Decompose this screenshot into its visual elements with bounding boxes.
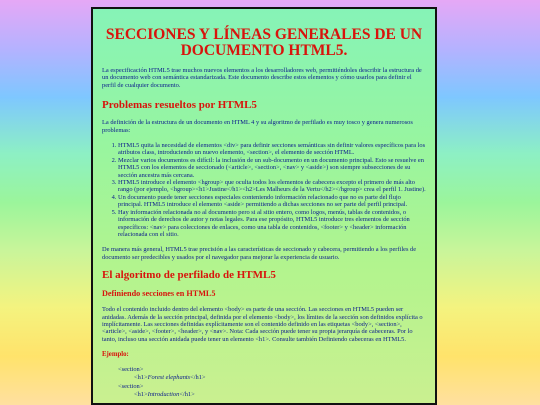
problems-lead: La definición de la estructura de un documento en HTML 4 y su algoritmo de perfilado es muy tosco y genera numerosos problemas: (102, 119, 413, 134)
section-heading-algorithm: El algoritmo de perfilado de HTML5 (102, 269, 276, 282)
problems-list (102, 142, 426, 238)
list-item: 4. Un documento puede tener secciones especiales conteniendo información relacionado que no es parte del flujo principal. HTML5 introduce el elemento <aside> permitiendo a dichas secciones no ser parte del perfil principal. (118, 194, 426, 209)
list-item: 5. Hay información relacionada no al documento pero si al sitio entero, como logos, menús, tablas de contenidos, o información de derechos de autor y notas legales. Para ese propósito, HTML5 introduce tres elementos de sección específicos: <nav> para colecciones de enlaces, como una tabla de contenidos, <footer> y <header> información relacionada con el sitio. (118, 209, 426, 239)
document-page (91, 7, 437, 405)
code-tag: </h1> (179, 390, 195, 398)
code-tag: </h1> (190, 374, 206, 382)
list-item: 3. HTML5 introduce el elemento <hgroup> que oculta todos los elementos de cabecera excepto el primero de más alto rango (por ejemplo, <hgroup><h1>Justine</h1><h2>Les Malheurs de la Vertu</h2></hgroup> crea el perfil 1. Justine). (118, 179, 426, 194)
code-text: Forest elephants (147, 374, 191, 382)
code-text: Introduction (147, 390, 180, 398)
sections-paragraph: Todo el contenido incluido dentro del elemento <body> es parte de una sección. Las secciones en HTML5 pueden ser anidadas. Además de la sección principal, definida por el elemento <body>, los límites de la sección son definidos explícita o implícitamente. Las secciones definidas explícitamente son el contenido definido en las etiquetas <body>, <section>, <article>, <aside>, <footer>, <header>, y <nav>. Nota: Cada sección puede tener su propia jerarquía de cabeceras. Por lo tanto, incluso una sección anidada puede tener un elemento <h1>. Consulte también Definiendo cabeceras en HTML5. (102, 306, 423, 343)
intro-paragraph: La especificación HTML5 trae muchos nuevos elementos a los desarrolladores web, permitiéndoles describir la estructura de un documento web con semántica estandarizada. Este documento describe estos elementos y cómo usarlos para definir el perfil de cualquier documento. (102, 67, 422, 89)
code-line: <section> (118, 382, 144, 390)
list-item: 1. HTML5 quita la necesidad de elementos <div> para definir secciones semánticas sin definir valores específicos para los atributos class, introduciendo un nuevo elemento, <section>, el elemento de sección HTML. (118, 142, 426, 157)
list-item: 2. Mezclar varios documentos es difícil: la inclusión de un sub-documento en un documento principal. Esto se resuelve en HTML5 con los elementos de seccionado (<article>, <section>, <nav> y <aside>) son siempre subsecciones de su sección ancestra más cercana. (118, 157, 426, 179)
code-line (118, 391, 426, 399)
code-line: <section> (118, 366, 144, 374)
subheading-defining-sections: Definiendo secciones en HTML5 (102, 289, 216, 299)
problems-closing: De manera más general, HTML5 trae precisión a las características de seccionado y cabecera, permitiendo a los perfiles de documento ser predecibles y usados por el navegador para mejorar la experiencia de usuario. (102, 246, 417, 261)
code-tag: <h1> (134, 374, 148, 382)
example-label: Ejemplo: (102, 351, 129, 359)
code-tag: <h1> (134, 390, 148, 398)
code-line (118, 374, 426, 382)
page-title: SECCIONES Y LÍNEAS GENERALES DE UN DOCUMENTO HTML5. (105, 26, 423, 59)
code-example (102, 366, 426, 399)
section-heading-problems: Problemas resueltos por HTML5 (102, 99, 257, 112)
